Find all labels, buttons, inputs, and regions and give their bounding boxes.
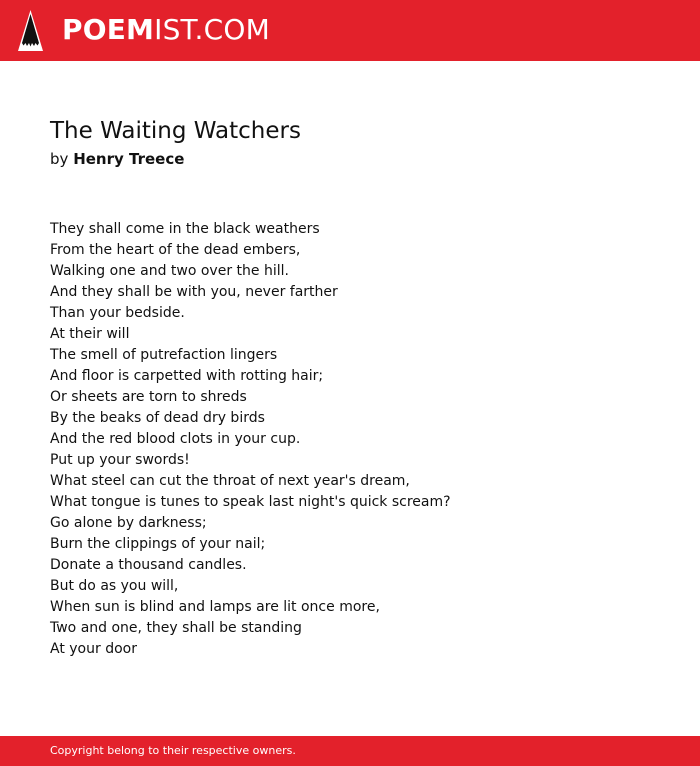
poem-line: And they shall be with you, never farther	[50, 284, 338, 300]
poem-line: Go alone by darkness;	[50, 515, 207, 531]
poem-byline	[50, 148, 184, 170]
poem-line: At your door	[50, 641, 137, 657]
poem-line: What steel can cut the throat of next year's dream,	[50, 473, 410, 489]
poem-line: The smell of putrefaction lingers	[50, 347, 278, 363]
site-header	[0, 0, 700, 61]
pen-nib-icon[interactable]	[18, 10, 43, 51]
logo-bold-text: POEM	[62, 13, 155, 46]
poem-line: But do as you will,	[50, 578, 179, 594]
poem-line: Donate a thousand candles.	[50, 557, 247, 573]
poem-line: By the beaks of dead dry birds	[50, 410, 265, 426]
poem-line: And floor is carpetted with rotting hair;	[50, 368, 324, 384]
poem-line: Put up your swords!	[50, 452, 190, 468]
poem-line: And the red blood clots in your cup.	[50, 431, 301, 447]
logo-light-text: IST.COM	[154, 13, 270, 46]
copyright-text: Copyright belong to their respective owners.	[50, 744, 296, 757]
poem-title: The Waiting Watchers	[50, 118, 301, 144]
poem-line: They shall come in the black weathers	[50, 221, 320, 237]
poem-line: From the heart of the dead embers,	[50, 242, 301, 258]
poem-author: Henry Treece	[73, 150, 185, 168]
site-footer	[0, 736, 700, 766]
poem-line: At their will	[50, 326, 130, 342]
poem-line: Than your bedside.	[50, 305, 185, 321]
poem-line: Or sheets are torn to shreds	[50, 389, 247, 405]
poem-line: Two and one, they shall be standing	[50, 620, 302, 636]
poem-line: When sun is blind and lamps are lit once more,	[50, 599, 380, 615]
poem-line: Walking one and two over the hill.	[50, 263, 289, 279]
site-logo[interactable]	[62, 12, 270, 48]
poem-line: Burn the clippings of your nail;	[50, 536, 266, 552]
poem-body	[50, 219, 451, 660]
poem-line: What tongue is tunes to speak last night's quick scream?	[50, 494, 451, 510]
byline-label: by	[50, 150, 69, 168]
